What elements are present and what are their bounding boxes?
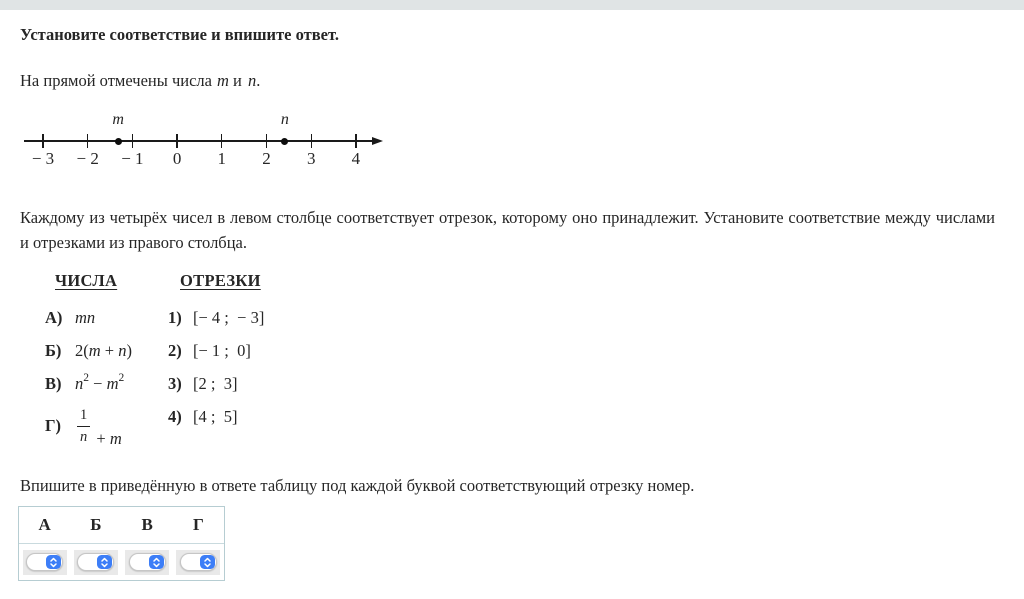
tick-label: − 2 xyxy=(76,149,99,168)
select-stepper-icon xyxy=(46,555,61,569)
point-label: m xyxy=(112,111,124,128)
task-description: Каждому из четырёх чисел в левом столбце соответствует отрезок, которому оно принадлежит. Установите соответствие между числами и отрезками из правого столбца. xyxy=(20,208,995,252)
tick-label: 1 xyxy=(217,149,227,168)
item-key: 2) xyxy=(168,340,182,360)
select-stepper-icon xyxy=(149,555,164,569)
item-key: 3) xyxy=(168,373,182,393)
answer-col-a: А xyxy=(38,515,51,534)
segment-value: [− 4 ; − 3] xyxy=(193,307,265,327)
segment-value: [4 ; 5] xyxy=(193,406,238,426)
point-label: n xyxy=(280,111,289,128)
tick-mark xyxy=(87,134,88,148)
tick-label: 0 xyxy=(172,149,182,168)
point-dot xyxy=(115,138,122,145)
tick-mark xyxy=(311,134,312,148)
select-stepper-icon xyxy=(97,555,112,569)
fraction: $\frac{1}{n}$ xyxy=(77,408,90,444)
number-item-b xyxy=(45,334,132,367)
answer-select-g[interactable] xyxy=(176,550,220,575)
intro-suffix: . xyxy=(256,71,261,90)
intro-prefix: На прямой отмечены числа xyxy=(20,71,212,90)
segment-item-4 xyxy=(168,400,264,433)
numbers-column xyxy=(45,271,132,452)
axis-arrow-icon xyxy=(372,137,383,145)
intro-text xyxy=(20,71,995,91)
segments-column xyxy=(168,271,264,433)
segment-item-3 xyxy=(168,367,264,400)
item-formula: 2( m + n ) xyxy=(75,340,132,360)
answer-col-g: Г xyxy=(192,515,204,534)
number-item-g xyxy=(45,400,132,452)
answer-instruction: Впишите в приведённую в ответе таблицу под каждой буквой соответствующий отрезку номер. xyxy=(20,476,695,495)
tick-label: 3 xyxy=(306,149,316,168)
matching-block xyxy=(20,271,995,457)
tick-mark xyxy=(42,134,43,148)
item-formula: n $^2$ − m $^2$ xyxy=(75,371,125,393)
answer-table xyxy=(18,506,225,581)
answer-col-v: В xyxy=(141,515,153,534)
tick-label: 2 xyxy=(262,149,271,168)
task-title: Установите соответствие и впишите ответ. xyxy=(20,25,339,44)
answer-table-header xyxy=(19,507,224,544)
select-stepper-icon xyxy=(200,555,215,569)
intro-var-n: n xyxy=(247,71,257,90)
tick-label: − 1 xyxy=(121,149,144,168)
item-formula: $\frac{1}{n}$ + m xyxy=(75,408,122,444)
segment-value: [− 1 ; 0] xyxy=(193,340,251,360)
number-item-a xyxy=(45,301,132,334)
segment-item-2 xyxy=(168,334,264,367)
point-dot xyxy=(281,138,288,145)
item-key: Б) xyxy=(45,340,62,360)
answer-select-v[interactable] xyxy=(125,550,169,575)
tick-mark xyxy=(266,134,267,148)
item-formula: mn xyxy=(75,307,96,327)
axis-line xyxy=(24,140,373,141)
answer-col-b: Б xyxy=(90,515,102,534)
segments-column-header: ОТРЕЗКИ xyxy=(180,271,261,290)
tick-mark xyxy=(221,134,222,148)
segment-value: [2 ; 3] xyxy=(193,373,238,393)
item-key: Г) xyxy=(45,416,61,435)
answer-select-a[interactable] xyxy=(23,550,67,575)
item-key: В) xyxy=(45,373,62,393)
tick-mark xyxy=(176,134,177,148)
intro-conj: и xyxy=(233,71,242,90)
item-key: 4) xyxy=(168,406,182,426)
numbers-column-header: ЧИСЛА xyxy=(55,271,118,290)
segment-item-1 xyxy=(168,301,264,334)
answer-table-body xyxy=(19,544,224,580)
tick-label: − 3 xyxy=(31,149,55,168)
tick-mark xyxy=(355,134,356,148)
tick-label: 4 xyxy=(351,149,361,168)
task-page xyxy=(0,25,1024,581)
number-item-v xyxy=(45,367,132,400)
answer-select-b[interactable] xyxy=(74,550,118,575)
number-line xyxy=(20,111,420,175)
item-key: 1) xyxy=(168,307,182,327)
intro-var-m: m xyxy=(216,71,229,90)
item-key: А) xyxy=(45,307,63,327)
top-divider-bar xyxy=(0,0,1024,10)
tick-mark xyxy=(132,134,133,148)
